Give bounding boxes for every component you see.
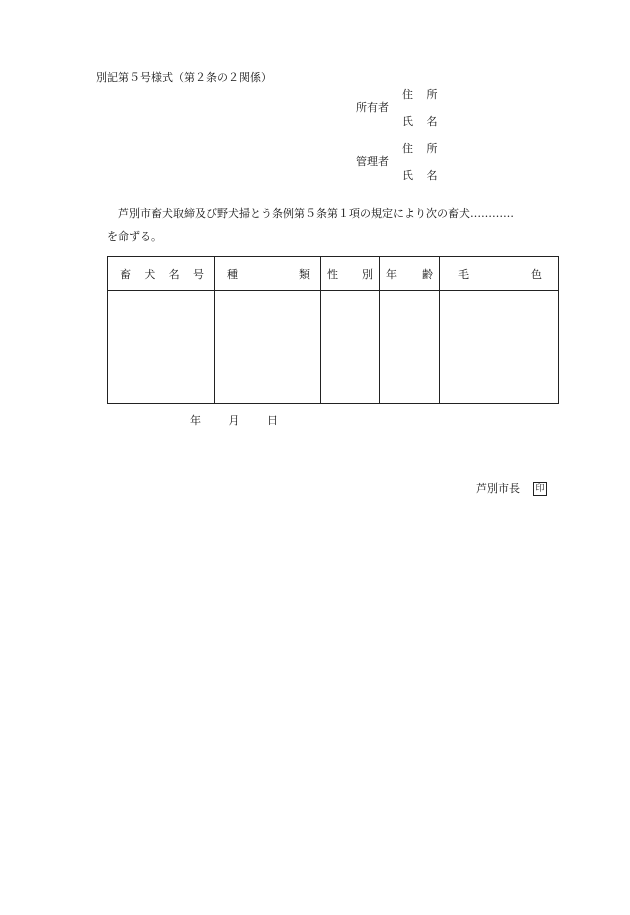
header-breed: [215, 257, 321, 291]
body-text-line-1: 芦別市畜犬取締及び野犬掃とう条例第５条第１項の規定により次の畜犬‥‥‥‥‥‥: [118, 207, 515, 220]
owner-address-char-2: 所: [426, 88, 438, 101]
manager-label: 管理者: [356, 155, 389, 168]
body-text-line-2: を命ずる。: [107, 230, 162, 243]
cell-coat-color: [440, 291, 559, 404]
owner-name-label: [402, 116, 438, 127]
header-char: 性: [327, 267, 338, 281]
seal-stamp: 印: [533, 482, 547, 496]
mayor-title: 芦別市長: [476, 482, 520, 495]
cell-dog-name-number: [108, 291, 215, 404]
date-day: 日: [267, 414, 278, 427]
owner-address-label: [402, 89, 438, 100]
form-title: 別記第５号様式（第２条の２関係）: [96, 71, 272, 84]
header-sex: [321, 257, 380, 291]
date-line: [190, 415, 278, 426]
manager-name-char-2: 名: [426, 169, 438, 182]
date-year: 年: [190, 414, 201, 427]
header-char: 犬: [144, 267, 156, 281]
dog-registry-table: [107, 256, 559, 404]
manager-name-char-1: 氏: [402, 169, 413, 182]
manager-address-char-2: 所: [426, 142, 438, 155]
manager-address-label: [402, 143, 438, 154]
header-char: 畜: [120, 267, 131, 281]
header-char: 毛: [458, 267, 469, 281]
table-header-row: [108, 257, 559, 291]
table-row: [108, 291, 559, 404]
manager-name-label: [402, 170, 438, 181]
header-dog-name-number: [108, 257, 215, 291]
header-coat-color: [440, 257, 559, 291]
owner-label: 所有者: [356, 101, 389, 114]
header-char: 種: [227, 267, 238, 281]
owner-name-char-2: 名: [426, 115, 438, 128]
manager-address-char-1: 住: [402, 142, 413, 155]
header-char: 年: [386, 267, 397, 281]
header-char: 号: [192, 267, 204, 281]
owner-address-char-1: 住: [402, 88, 413, 101]
cell-breed: [215, 291, 321, 404]
cell-age: [380, 291, 440, 404]
header-age: [380, 257, 440, 291]
header-char: 齢: [422, 267, 433, 281]
header-char: 類: [299, 267, 310, 281]
owner-name-char-1: 氏: [402, 115, 413, 128]
date-month: 月: [228, 414, 240, 427]
cell-sex: [321, 291, 380, 404]
header-char: 色: [531, 267, 542, 281]
header-char: 名: [168, 267, 180, 281]
header-char: 別: [362, 267, 373, 281]
